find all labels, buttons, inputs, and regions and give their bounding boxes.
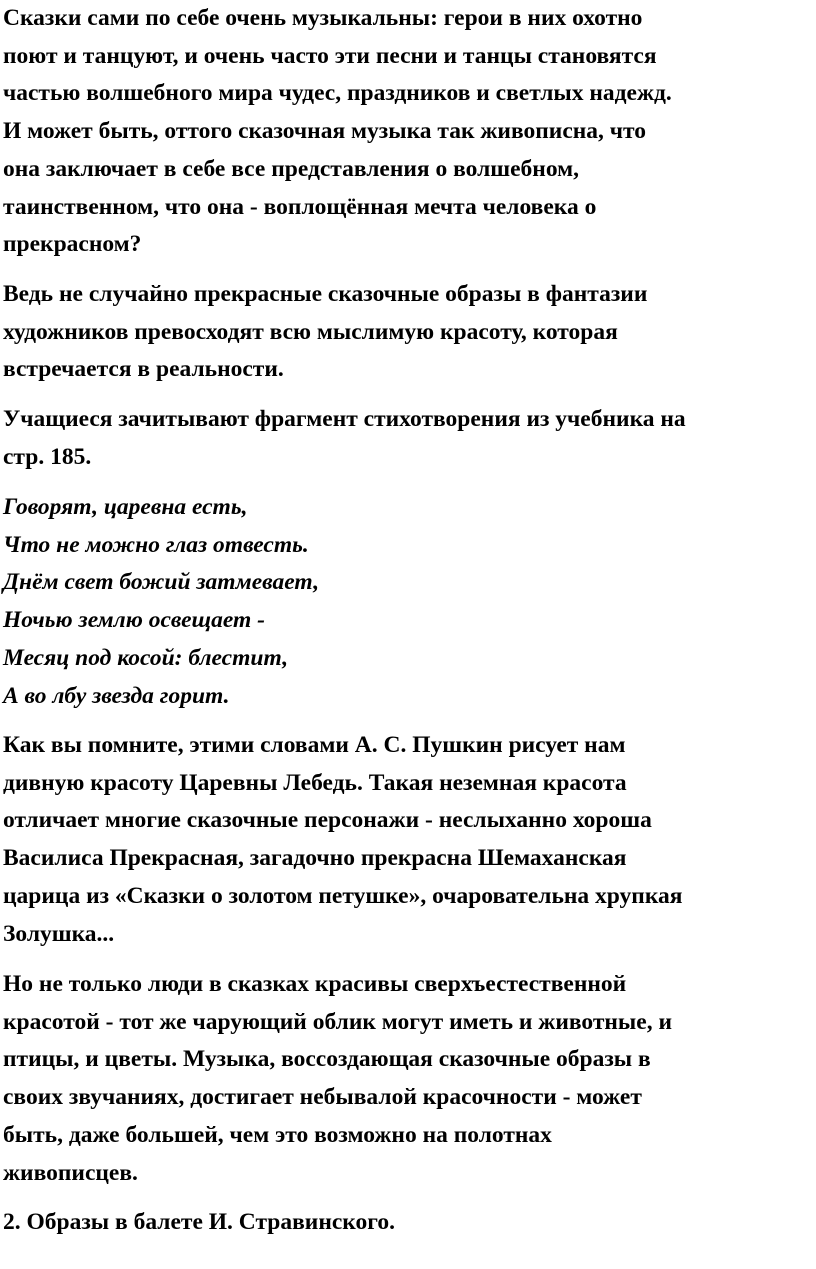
text-line: птицы, и цветы. Музыка, воссоздающая сказочные образы в [3,1046,651,1073]
text-line: поют и танцуют, и очень часто эти песни и танцы становятся [3,42,657,69]
poem-line: Ночью землю освещает - [3,607,265,634]
text-line: царица из «Сказки о золотом петушке», очаровательна хрупкая [3,882,683,909]
paragraph-artists [3,276,815,389]
text-line: стр. 185. [3,443,92,470]
section-heading [3,1204,815,1242]
poem-line: Что не можно глаз отвесть. [3,531,309,558]
text-line: Василиса Прекрасная, загадочно прекрасна Шемаханская [3,845,627,872]
text-line: красотой - тот же чарующий облик могут иметь и животные, и [3,1008,673,1035]
text-line: своих звучаниях, достигает небывалой красочности - может [3,1084,642,1111]
text-line: Сказки сами по себе очень музыкальны: герои в них охотно [3,5,643,31]
text-line: живописцев. [3,1159,138,1186]
paragraph-music [3,966,815,1192]
text-line: отличает многие сказочные персонажи - неслыханно хороша [3,807,652,834]
text-line: И может быть, оттого сказочная музыка так живописна, что [3,118,647,145]
heading-text: 2. Образы в балете И. Стравинского. [3,1209,395,1235]
poem-line: А во лбу звезда горит. [3,682,230,709]
text-line: Ведь не случайно прекрасные сказочные образы в фантазии [3,281,648,307]
paragraph-pushkin [3,727,815,953]
text-line: Но не только люди в сказках красивы сверхъестественной [3,971,627,997]
paragraph-intro [3,0,815,264]
poem-line: Говорят, царевна есть, [3,494,248,520]
text-line: Золушка... [3,920,115,947]
text-line: прекрасном? [3,231,142,258]
poem-line: Днём свет божий затмевает, [3,569,320,596]
paragraph-students [3,401,815,476]
poem-line: Месяц под косой: блестит, [3,644,289,671]
poem-fragment [3,489,815,715]
text-line: Учащиеся зачитывают фрагмент стихотворения из учебника на [3,406,686,432]
text-line: частью волшебного мира чудес, праздников и светлых надежд. [3,80,672,107]
text-line: таинственном, что она - воплощённая мечта человека о [3,193,597,220]
text-line: встречается в реальности. [3,356,284,383]
text-line: быть, даже большей, чем это возможно на полотнах [3,1121,552,1148]
text-line: художников превосходят всю мыслимую красоту, которая [3,318,618,345]
text-line: она заключает в себе все представления о волшебном, [3,155,580,182]
text-line: дивную красоту Царевны Лебедь. Такая неземная красота [3,769,627,796]
text-line: Как вы помните, этими словами А. С. Пушкин рисует нам [3,732,626,758]
